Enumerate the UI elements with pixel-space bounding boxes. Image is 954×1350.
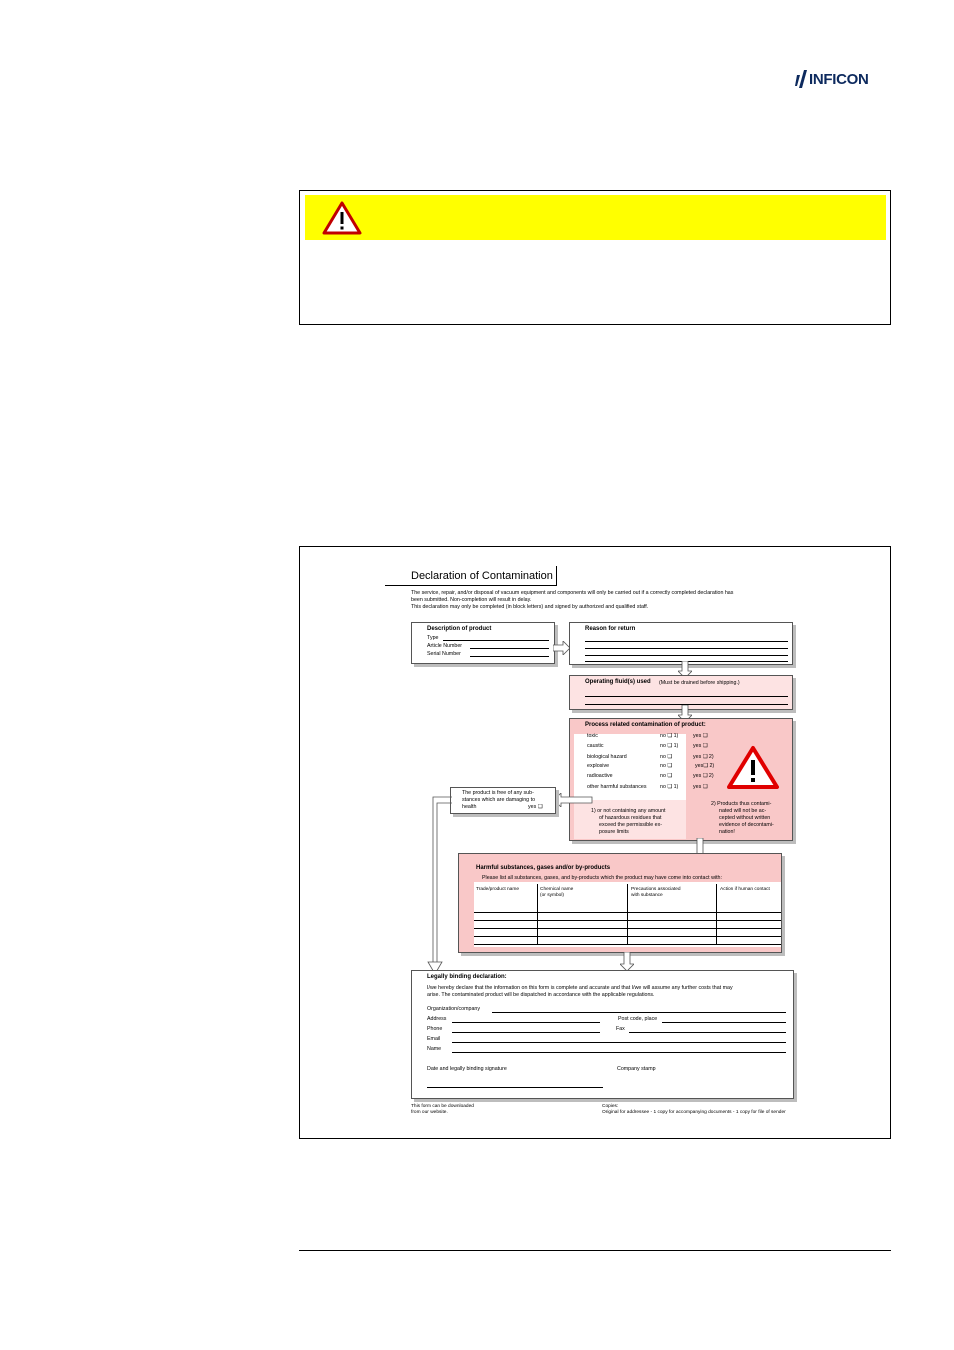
table-header: Trade/product name — [476, 887, 520, 892]
field-label-phone: Phone — [427, 1026, 443, 1032]
field-line[interactable] — [585, 696, 788, 697]
connector-arrow-icon — [422, 794, 454, 976]
field-line[interactable] — [443, 640, 549, 641]
field-label-postcode: Post code, place — [618, 1016, 658, 1022]
table-header: Chemical name — [540, 887, 574, 892]
checkbox-no[interactable]: no ❏ 1) — [660, 733, 679, 739]
email-field[interactable] — [452, 1042, 786, 1043]
form-footer-left: from our website. — [411, 1110, 448, 1115]
contamination-label-toxic: toxic — [587, 733, 598, 739]
form-title: Declaration of Contamination — [411, 570, 553, 582]
contamination-label-explosive: explosive — [587, 763, 610, 769]
postcode-field[interactable] — [662, 1022, 786, 1023]
form-footer-left: This form can be downloaded — [411, 1104, 474, 1109]
section-note: (Must be drained before shipping.) — [659, 680, 740, 686]
contamination-label-radioactive: radioactive — [587, 773, 613, 779]
footnote-2: nated will not be ac- — [719, 808, 767, 814]
checkbox-no[interactable]: no ❏ — [660, 773, 673, 779]
free-text: The product is free of any sub- — [462, 790, 534, 796]
field-label-fax: Fax — [616, 1026, 625, 1032]
intro-line: been submitted. Non-completion will result in delay. — [411, 597, 532, 603]
intro-line: The service, repair, and/or disposal of vacuum equipment and components will only be carried out if a correctly completed declaration has — [411, 590, 734, 596]
table-header: (or symbol) — [540, 893, 564, 898]
checkbox-no[interactable]: no ❏ — [660, 763, 673, 769]
table-row-line[interactable] — [474, 928, 781, 929]
signature-field[interactable] — [427, 1087, 603, 1088]
form-intro — [411, 590, 796, 611]
checkbox-yes[interactable]: yes❏ 2) — [695, 763, 715, 769]
warning-triangle-icon — [726, 745, 780, 790]
section-subtitle: Please list all substances, gases, and by-products which the product may have come into contact with: — [482, 875, 722, 881]
checkbox-yes[interactable]: yes ❏ — [693, 743, 708, 749]
checkbox-yes[interactable]: yes ❏ — [693, 733, 708, 739]
section-title: Process related contamination of product: — [585, 722, 706, 728]
declaration-text: arise. The contaminated product will be dispatched in accordance with the applicable regulations. — [427, 992, 655, 998]
warning-header-bar — [305, 195, 886, 240]
field-line[interactable] — [470, 656, 549, 657]
field-label-address: Address — [427, 1016, 447, 1022]
table-row-line[interactable] — [474, 912, 781, 913]
field-label-name: Name — [427, 1046, 442, 1052]
footnote-1: posure limits — [599, 829, 629, 835]
checkbox-yes[interactable]: yes ❏ 2) — [693, 773, 714, 779]
footnote-1: 1) or not containing any amount — [591, 808, 666, 814]
field-line[interactable] — [585, 641, 788, 642]
phone-field[interactable] — [452, 1032, 600, 1033]
field-label-email: Email — [427, 1036, 441, 1042]
table-row-line[interactable] — [474, 944, 781, 945]
field-line[interactable] — [470, 648, 549, 649]
title-divider — [556, 566, 557, 586]
field-label-serial-number: Serial Number — [427, 651, 461, 657]
arrow-left-icon — [553, 793, 593, 807]
checkbox-yes[interactable]: yes ❏ — [528, 804, 543, 810]
table-header: Action if human contact — [720, 887, 770, 892]
table-header: Precautions associated — [631, 887, 681, 892]
free-text: health — [462, 804, 477, 810]
checkbox-no[interactable]: no ❏ — [660, 754, 673, 760]
fax-field[interactable] — [629, 1032, 786, 1033]
checkbox-no[interactable]: no ❏ 1) — [660, 784, 679, 790]
footnote-1: of hazardous residues that — [599, 815, 662, 821]
inficon-logo-mark-icon — [795, 70, 807, 88]
contamination-label-biological: biological hazard — [587, 754, 627, 760]
footnote-1: exceed the permissible ex- — [599, 822, 663, 828]
address-field[interactable] — [452, 1022, 600, 1023]
footnote-2: evidence of decontami- — [719, 822, 774, 828]
arrow-down-icon — [620, 952, 634, 972]
table-header: with substance — [631, 893, 663, 898]
warning-triangle-icon — [322, 200, 362, 236]
intro-line: This declaration may only be completed (in block letters) and signed by authorized and qualified staff. — [411, 604, 649, 610]
contamination-label-caustic: caustic — [587, 743, 604, 749]
checkbox-no[interactable]: no ❏ 1) — [660, 743, 679, 749]
field-label-article-number: Article Number — [427, 643, 463, 649]
section-title: Operating fluid(s) used — [585, 679, 651, 685]
field-label-date-signature: Date and legally binding signature — [427, 1066, 507, 1072]
checkbox-yes[interactable]: yes ❏ — [693, 784, 708, 790]
page-footer-rule — [299, 1250, 891, 1251]
section-title: Harmful substances, gases and/or by-products — [476, 865, 611, 871]
field-line[interactable] — [585, 648, 788, 649]
form-footer-right: Copies: — [602, 1104, 619, 1109]
section-title: Reason for return — [585, 626, 636, 632]
form-footer-right: Original for addressee - 1 copy for accompanying documents - 1 copy for file of sender — [602, 1110, 786, 1115]
footnote-2: cepted without written — [719, 815, 771, 821]
field-line[interactable] — [585, 655, 788, 656]
title-underline — [385, 585, 557, 586]
footnote-2: nation! — [719, 829, 735, 835]
declaration-text: I/we hereby declare that the information on this form is complete and accurate and that I/we will assume any further costs that may — [427, 985, 733, 991]
footnote-2: 2) Products thus contami- — [711, 801, 772, 807]
contamination-label-other: other harmful substances — [587, 784, 647, 790]
free-text: stances which are damaging to — [462, 797, 536, 803]
logo-text: INFICON — [809, 70, 869, 88]
field-label-company-stamp: Company stamp — [617, 1066, 656, 1072]
section-title: Legally binding declaration: — [427, 974, 507, 980]
section-title: Description of product — [427, 626, 492, 632]
name-field[interactable] — [452, 1052, 786, 1053]
field-label-type: Type — [427, 635, 439, 641]
field-label-organization: Organization/company — [427, 1006, 480, 1012]
checkbox-yes[interactable]: yes ❏ 2) — [693, 754, 714, 760]
organization-field[interactable] — [492, 1012, 786, 1013]
table-row-line[interactable] — [474, 936, 781, 937]
inficon-logo — [795, 68, 895, 90]
table-row-line[interactable] — [474, 920, 781, 921]
